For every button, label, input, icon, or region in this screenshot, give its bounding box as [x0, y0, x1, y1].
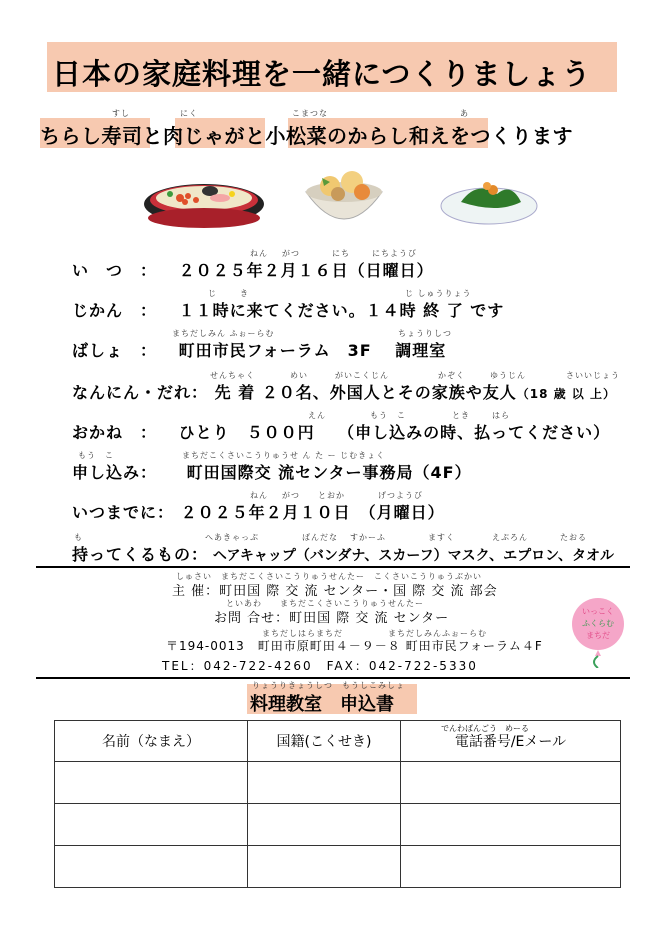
ruby: がいこくじん — [335, 371, 389, 380]
nikujaga-image — [300, 166, 388, 238]
nationality-cell[interactable] — [248, 762, 401, 804]
ruby: がつ — [282, 491, 300, 500]
ruby: がつ — [282, 249, 300, 258]
detail-deadline: いつまでに： ２０２５年２月１０日 （月曜日） — [72, 503, 445, 522]
ruby: ねん — [250, 491, 268, 500]
ruby: ますく — [428, 533, 455, 542]
name-cell[interactable] — [55, 762, 248, 804]
subtitle-ruby: にく — [180, 109, 198, 118]
svg-text:いっこく: いっこく — [582, 607, 614, 616]
ruby: じ — [208, 289, 217, 298]
nationality-cell[interactable] — [248, 846, 401, 888]
table-header-row — [55, 721, 621, 762]
page-title: 日本の家庭料理を一緒につくりましょう — [52, 57, 592, 91]
address-line: 〒194-0013 町田市原町田４－９－８ 町田市民フォーラム４F — [166, 639, 543, 653]
subtitle: ちらし寿司と肉じゃがと小松菜のからし和えをつくります — [40, 124, 573, 148]
ruby: めい — [290, 371, 308, 380]
address-ruby: まちだしはらまちだ まちだしみんふぉーらむ — [262, 629, 487, 638]
subtitle-ruby: こまつな — [292, 109, 328, 118]
divider — [36, 566, 630, 568]
ruby: かぞく — [438, 371, 465, 380]
detail-label: い つ ： — [72, 261, 158, 280]
detail-place: ばしょ ： 町田市民フォーラム 3F 調理室 — [72, 341, 447, 360]
ruby: せんちゃく — [210, 371, 255, 380]
ruby: ねん — [250, 249, 268, 258]
ruby: さいいじょう — [566, 371, 620, 380]
table-row — [55, 846, 621, 888]
ruby: げつようび — [378, 491, 423, 500]
name-cell[interactable] — [55, 804, 248, 846]
subtitle-ruby: すし — [112, 109, 130, 118]
form-title-ruby: りょうりきょうしつ もうしこみしょ — [252, 681, 405, 690]
column-header-nationality: 国籍(こくせき) — [248, 721, 401, 762]
ruby: まちだこくさいこうりゅうせ ん た ー じむきょく — [182, 451, 386, 460]
komatsuna-image — [437, 172, 541, 234]
contact-ruby: といあわ まちだこくさいこうりゅうせんたー — [226, 599, 424, 608]
phone-fax-line: TEL：042-722-4260 FAX：042-722-5330 — [162, 659, 478, 673]
ruby: ゆうじん — [490, 371, 526, 380]
application-form-table — [54, 720, 621, 888]
contact-line: お問 合せ：町田国 際 交 流 センター — [214, 611, 450, 626]
balloon-logo-icon — [568, 596, 628, 668]
ruby: とおか — [318, 491, 345, 500]
ruby: とき — [452, 411, 470, 420]
detail-value: ２０２５年２月１６日（日曜日） — [178, 261, 434, 280]
ruby: にちようび — [372, 249, 417, 258]
column-header-phone-email: でんわばんごう めーる 電話番号/Eメール — [401, 721, 621, 762]
ruby: ちょうりしつ — [398, 329, 452, 338]
ruby: もう こ — [78, 451, 114, 460]
column-header-name: 名前（なまえ） — [55, 721, 248, 762]
ruby: き — [240, 289, 249, 298]
ruby: ばんだな — [302, 533, 338, 542]
detail-when — [72, 258, 434, 281]
detail-who: なんにん・だれ： 先 着 ２０名、外国人とその家族や友人（18 歳 以 上） — [72, 383, 616, 402]
svg-text:まちだ: まちだ — [586, 631, 610, 640]
ruby: もう こ — [370, 411, 406, 420]
ruby: はら — [492, 411, 510, 420]
ruby: たおる — [560, 533, 587, 542]
ruby: すかーふ — [350, 533, 386, 542]
table-row — [55, 762, 621, 804]
contact-cell[interactable] — [401, 804, 621, 846]
ruby: じ しゅうりょう — [405, 289, 472, 298]
ruby: にち — [332, 249, 350, 258]
ruby: まちだしみん ふぉーらむ — [172, 329, 275, 338]
subtitle-ruby: あ — [460, 109, 469, 118]
contact-cell[interactable] — [401, 846, 621, 888]
form-title: 料理教室 申込書 — [250, 694, 394, 715]
ruby: えぷろん — [492, 533, 528, 542]
ruby: も — [74, 533, 83, 542]
table-row — [55, 804, 621, 846]
host-line: 主 催：町田国 際 交 流 センター・国 際 交 流 部会 — [172, 584, 498, 599]
chirashi-sushi-image — [140, 178, 268, 234]
detail-time: じかん ： １１時に来てください。１４時 終 了 です — [72, 301, 505, 320]
host-ruby: しゅさい まちだこくさいこうりゅうせんたー こくさいこうりゅうぶかい — [176, 572, 482, 581]
detail-cost: おかね ： ひとり ５００円 （申し込みの時、払ってください） — [72, 423, 611, 442]
name-cell[interactable] — [55, 846, 248, 888]
contact-cell[interactable] — [401, 762, 621, 804]
ruby: へあきゃっぷ — [205, 533, 259, 542]
ruby: えん — [308, 411, 326, 420]
detail-apply: 申し込み： 町田国際交 流センター事務局（4F） — [72, 463, 472, 482]
divider — [36, 677, 630, 679]
nationality-cell[interactable] — [248, 804, 401, 846]
svg-text:ふくらむ: ふくらむ — [582, 619, 614, 628]
detail-bring: 持ってくるもの： ヘアキャップ（バンダナ、スカーフ）マスク、エプロン、タオル — [72, 545, 614, 564]
